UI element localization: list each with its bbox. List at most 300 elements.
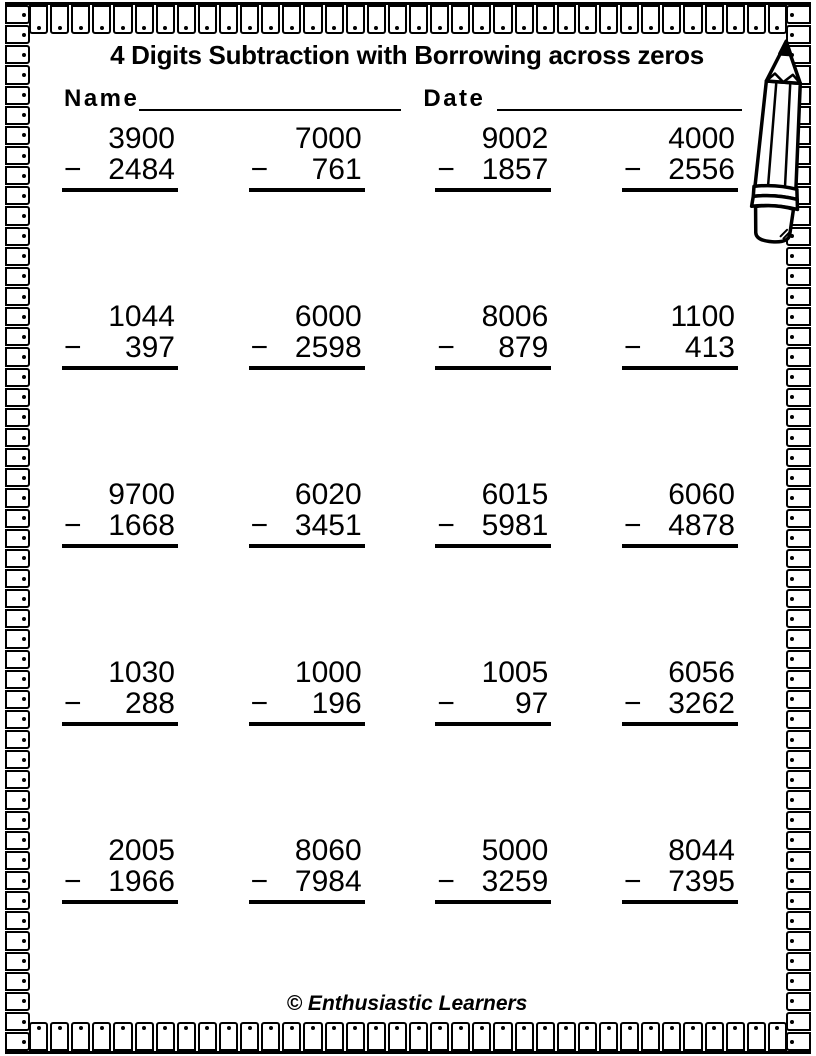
border-cell <box>388 5 407 34</box>
border-cell <box>786 287 811 306</box>
dot-icon <box>790 838 794 842</box>
border-cell <box>536 5 555 34</box>
border-cell <box>5 448 30 467</box>
subtrahend-row <box>249 688 365 726</box>
dot-icon <box>543 26 547 30</box>
border-cell <box>92 5 111 34</box>
border-cell <box>5 25 30 44</box>
dot-icon <box>417 1026 421 1030</box>
minuend: 6020 <box>294 478 362 511</box>
subtrahend: 3259 <box>481 865 549 898</box>
dot-icon <box>22 979 26 983</box>
dot-icon <box>585 26 589 30</box>
border-cell <box>5 408 30 427</box>
dot-icon <box>790 496 794 500</box>
dot-icon <box>543 1026 547 1030</box>
border-cell <box>5 670 30 689</box>
border-cell <box>113 1022 132 1051</box>
border-cell <box>786 5 811 24</box>
border-cell <box>768 5 787 34</box>
dot-icon <box>790 858 794 862</box>
dot-icon <box>22 33 26 37</box>
subtrahend-row <box>249 332 365 370</box>
dot-icon <box>733 26 737 30</box>
minus-icon: − <box>250 865 269 898</box>
dot-icon <box>790 436 794 440</box>
border-cell <box>325 1022 344 1051</box>
border-cell <box>786 569 811 588</box>
dot-icon <box>22 234 26 238</box>
dot-icon <box>790 254 794 258</box>
dot-icon <box>790 999 794 1003</box>
border-cell <box>5 952 30 971</box>
dot-icon <box>790 375 794 379</box>
dot-icon <box>22 194 26 198</box>
subtrahend-row <box>435 510 551 548</box>
dot-icon <box>22 617 26 621</box>
dot-icon <box>290 1026 294 1030</box>
dot-icon <box>227 26 231 30</box>
decorative-border-top <box>29 5 787 34</box>
dot-icon <box>22 456 26 460</box>
border-cell <box>5 307 30 326</box>
dot-icon <box>733 1026 737 1030</box>
border-cell <box>786 549 811 568</box>
border-cell <box>5 589 30 608</box>
dot-icon <box>670 1026 674 1030</box>
border-cell <box>786 730 811 749</box>
border-cell <box>50 1022 69 1051</box>
dot-icon <box>22 556 26 560</box>
minus-icon: − <box>64 687 82 720</box>
minuend: 6015 <box>481 478 549 511</box>
dot-icon <box>607 26 611 30</box>
dot-icon <box>790 1040 794 1044</box>
minuend: 1044 <box>108 300 175 333</box>
dot-icon <box>790 959 794 963</box>
border-cell <box>5 569 30 588</box>
border-cell <box>747 1022 766 1051</box>
border-cell <box>786 488 811 507</box>
subtraction-problem <box>435 835 551 904</box>
subtrahend: 1857 <box>481 153 549 186</box>
dot-icon <box>628 1026 632 1030</box>
border-cell <box>430 1022 449 1051</box>
border-cell <box>515 5 534 34</box>
subtrahend-row <box>622 510 738 548</box>
dot-icon <box>564 1026 568 1030</box>
subtrahend: 196 <box>311 687 362 720</box>
dot-icon <box>790 556 794 560</box>
subtrahend: 397 <box>124 331 175 364</box>
dot-icon <box>790 597 794 601</box>
dot-icon <box>480 26 484 30</box>
border-cell <box>240 1022 259 1051</box>
subtraction-problem <box>62 123 178 192</box>
dot-icon <box>395 1026 399 1030</box>
border-cell <box>198 5 217 34</box>
border-cell <box>346 5 365 34</box>
dot-icon <box>22 154 26 158</box>
subtrahend: 761 <box>311 153 362 186</box>
minuend: 6000 <box>294 300 362 333</box>
dot-icon <box>790 1020 794 1024</box>
dot-icon <box>775 26 779 30</box>
minus-icon: − <box>250 509 269 542</box>
border-cell <box>747 5 766 34</box>
border-cell <box>5 227 30 246</box>
border-cell <box>786 347 811 366</box>
dot-icon <box>22 93 26 97</box>
border-cell <box>5 871 30 890</box>
dot-icon <box>691 26 695 30</box>
border-cell <box>5 710 30 729</box>
border-cell <box>786 992 811 1011</box>
border-cell <box>5 831 30 850</box>
border-cell <box>282 1022 301 1051</box>
dot-icon <box>100 1026 104 1030</box>
border-cell <box>5 146 30 165</box>
dot-icon <box>501 26 505 30</box>
border-cell <box>5 529 30 548</box>
border-cell <box>5 770 30 789</box>
subtrahend: 413 <box>684 331 735 364</box>
dot-icon <box>790 315 794 319</box>
dot-icon <box>22 274 26 278</box>
dot-icon <box>22 133 26 137</box>
minus-icon: − <box>437 865 455 898</box>
border-cell <box>5 45 30 64</box>
dot-icon <box>790 919 794 923</box>
dot-icon <box>775 1026 779 1030</box>
dot-icon <box>691 1026 695 1030</box>
border-cell <box>5 287 30 306</box>
minus-icon: − <box>623 687 642 720</box>
dot-icon <box>22 838 26 842</box>
dot-icon <box>790 677 794 681</box>
border-cell <box>5 650 30 669</box>
dot-icon <box>607 1026 611 1030</box>
dot-icon <box>22 577 26 581</box>
problems-grid <box>62 123 738 904</box>
pencil-icon <box>733 36 816 253</box>
border-cell <box>786 448 811 467</box>
subtraction-problem <box>62 301 178 370</box>
border-cell <box>472 1022 491 1051</box>
dot-icon <box>790 778 794 782</box>
dot-icon <box>22 13 26 17</box>
border-cell <box>786 891 811 910</box>
border-cell <box>786 408 811 427</box>
dot-icon <box>790 979 794 983</box>
dot-icon <box>22 73 26 77</box>
border-cell <box>5 368 30 387</box>
dot-icon <box>58 1026 62 1030</box>
dot-icon <box>121 1026 125 1030</box>
dot-icon <box>22 476 26 480</box>
subtraction-problem <box>62 657 178 726</box>
border-cell <box>71 5 90 34</box>
border-bottom-line <box>5 1051 811 1054</box>
border-cell <box>5 106 30 125</box>
border-cell <box>557 1022 576 1051</box>
minus-icon: − <box>623 153 642 186</box>
border-cell <box>71 1022 90 1051</box>
border-cell <box>786 307 811 326</box>
dot-icon <box>790 13 794 17</box>
subtraction-problem <box>62 835 178 904</box>
subtrahend-row <box>622 332 738 370</box>
border-cell <box>786 327 811 346</box>
dot-icon <box>22 1040 26 1044</box>
border-cell <box>786 368 811 387</box>
border-cell <box>29 5 48 34</box>
subtraction-problem <box>622 479 738 548</box>
minus-icon: − <box>437 509 455 542</box>
subtraction-problem <box>622 123 738 192</box>
border-cell <box>5 911 30 930</box>
subtrahend-row <box>435 688 551 726</box>
border-cell <box>5 65 30 84</box>
dot-icon <box>332 1026 336 1030</box>
subtraction-problem <box>249 123 365 192</box>
dot-icon <box>22 959 26 963</box>
subtraction-problem <box>622 657 738 726</box>
dot-icon <box>459 26 463 30</box>
dot-icon <box>22 375 26 379</box>
border-cell <box>219 5 238 34</box>
subtraction-problem <box>249 479 365 548</box>
dot-icon <box>22 677 26 681</box>
dot-icon <box>712 26 716 30</box>
dot-icon <box>290 26 294 30</box>
minuend: 8060 <box>294 834 362 867</box>
border-cell <box>786 811 811 830</box>
subtrahend: 2556 <box>668 153 735 186</box>
subtraction-problem <box>435 301 551 370</box>
subtrahend-row <box>435 866 551 904</box>
border-cell <box>786 670 811 689</box>
copyright-credit: © Enthusiastic Learners <box>286 992 528 1015</box>
border-cell <box>50 5 69 34</box>
dot-icon <box>790 758 794 762</box>
subtraction-problem <box>249 657 365 726</box>
dot-icon <box>22 657 26 661</box>
subtraction-problem <box>249 301 365 370</box>
border-cell <box>5 790 30 809</box>
subtrahend-row <box>622 866 738 904</box>
dot-icon <box>248 26 252 30</box>
name-blank-line <box>139 89 401 111</box>
dot-icon <box>79 1026 83 1030</box>
subtrahend: 2598 <box>294 331 362 364</box>
subtrahend-row <box>62 332 178 370</box>
dot-icon <box>22 919 26 923</box>
dot-icon <box>22 395 26 399</box>
dot-icon <box>353 26 357 30</box>
subtraction-problem <box>622 835 738 904</box>
dot-icon <box>332 26 336 30</box>
border-cell <box>219 1022 238 1051</box>
minuend: 1030 <box>108 656 175 689</box>
subtrahend: 288 <box>124 687 175 720</box>
border-cell <box>92 1022 111 1051</box>
worksheet-content <box>30 36 784 1022</box>
dot-icon <box>22 536 26 540</box>
border-cell <box>557 5 576 34</box>
dot-icon <box>163 1026 167 1030</box>
dot-icon <box>79 26 83 30</box>
dot-icon <box>790 738 794 742</box>
border-cell <box>5 1032 30 1051</box>
border-cell <box>5 347 30 366</box>
minuend: 1000 <box>294 656 362 689</box>
dot-icon <box>22 899 26 903</box>
border-cell <box>5 972 30 991</box>
border-cell <box>5 206 30 225</box>
border-cell <box>5 931 30 950</box>
border-cell <box>641 5 660 34</box>
dot-icon <box>269 26 273 30</box>
subtraction-problem <box>622 301 738 370</box>
border-cell <box>786 871 811 890</box>
border-cell <box>5 468 30 487</box>
subtraction-problem <box>435 123 551 192</box>
border-cell <box>5 267 30 286</box>
border-cell <box>113 5 132 34</box>
subtrahend: 3262 <box>668 687 735 720</box>
border-cell <box>705 5 724 34</box>
dot-icon <box>353 1026 357 1030</box>
dot-icon <box>37 26 41 30</box>
border-cell <box>5 851 30 870</box>
dot-icon <box>790 274 794 278</box>
border-cell <box>303 1022 322 1051</box>
dot-icon <box>22 295 26 299</box>
subtraction-problem <box>249 835 365 904</box>
border-cell <box>683 5 702 34</box>
border-cell <box>5 811 30 830</box>
border-cell <box>261 1022 280 1051</box>
border-cell <box>620 1022 639 1051</box>
border-cell <box>786 388 811 407</box>
border-cell <box>705 1022 724 1051</box>
dot-icon <box>480 1026 484 1030</box>
dot-icon <box>37 1026 41 1030</box>
dot-icon <box>790 456 794 460</box>
border-cell <box>662 1022 681 1051</box>
dot-icon <box>22 1020 26 1024</box>
border-cell <box>768 1022 787 1051</box>
minuend: 6056 <box>668 656 735 689</box>
minuend: 1100 <box>670 300 735 333</box>
subtrahend: 879 <box>498 331 549 364</box>
border-cell <box>472 5 491 34</box>
dot-icon <box>22 315 26 319</box>
dot-icon <box>790 395 794 399</box>
minus-icon: − <box>64 331 82 364</box>
minus-icon: − <box>64 865 82 898</box>
border-cell <box>409 1022 428 1051</box>
border-cell <box>786 609 811 628</box>
border-cell <box>5 488 30 507</box>
minus-icon: − <box>437 153 455 186</box>
dot-icon <box>754 1026 758 1030</box>
dot-icon <box>417 26 421 30</box>
dot-icon <box>22 637 26 641</box>
border-cell <box>5 609 30 628</box>
dot-icon <box>22 214 26 218</box>
dot-icon <box>790 295 794 299</box>
dot-icon <box>438 1026 442 1030</box>
dot-icon <box>649 26 653 30</box>
border-cell <box>346 1022 365 1051</box>
border-cell <box>786 428 811 447</box>
subtraction-problem <box>62 479 178 548</box>
minuend: 2005 <box>108 834 175 867</box>
border-cell <box>5 509 30 528</box>
subtrahend-row <box>435 154 551 192</box>
border-cell <box>135 1022 154 1051</box>
dot-icon <box>142 1026 146 1030</box>
dot-icon <box>374 1026 378 1030</box>
dot-icon <box>311 1026 315 1030</box>
minus-icon: − <box>250 153 269 186</box>
name-date-row <box>64 87 742 111</box>
border-cell <box>261 5 280 34</box>
dot-icon <box>142 26 146 30</box>
dot-icon <box>522 26 526 30</box>
minuend: 8044 <box>668 834 735 867</box>
border-cell <box>786 972 811 991</box>
minus-icon: − <box>437 687 455 720</box>
minus-icon: − <box>64 153 82 186</box>
dot-icon <box>121 26 125 30</box>
dot-icon <box>22 355 26 359</box>
dot-icon <box>22 174 26 178</box>
border-cell <box>5 86 30 105</box>
subtrahend-row <box>62 154 178 192</box>
dot-icon <box>22 254 26 258</box>
dot-icon <box>790 939 794 943</box>
border-cell <box>493 5 512 34</box>
subtraction-problem <box>435 479 551 548</box>
dot-icon <box>22 717 26 721</box>
border-cell <box>536 1022 555 1051</box>
dot-icon <box>790 798 794 802</box>
dot-icon <box>22 697 26 701</box>
minuend: 7000 <box>294 122 362 155</box>
minus-icon: − <box>250 331 269 364</box>
subtrahend: 4878 <box>668 509 735 542</box>
dot-icon <box>163 26 167 30</box>
border-cell <box>599 5 618 34</box>
dot-icon <box>311 26 315 30</box>
subtrahend: 2484 <box>108 153 175 186</box>
border-cell <box>786 770 811 789</box>
dot-icon <box>22 939 26 943</box>
border-cell <box>5 730 30 749</box>
border-cell <box>515 1022 534 1051</box>
subtrahend-row <box>249 154 365 192</box>
subtrahend: 7984 <box>294 865 362 898</box>
minus-icon: − <box>64 509 82 542</box>
border-cell <box>786 790 811 809</box>
dot-icon <box>22 758 26 762</box>
date-label: Date <box>423 85 486 112</box>
subtrahend-row <box>622 154 738 192</box>
dot-icon <box>22 738 26 742</box>
